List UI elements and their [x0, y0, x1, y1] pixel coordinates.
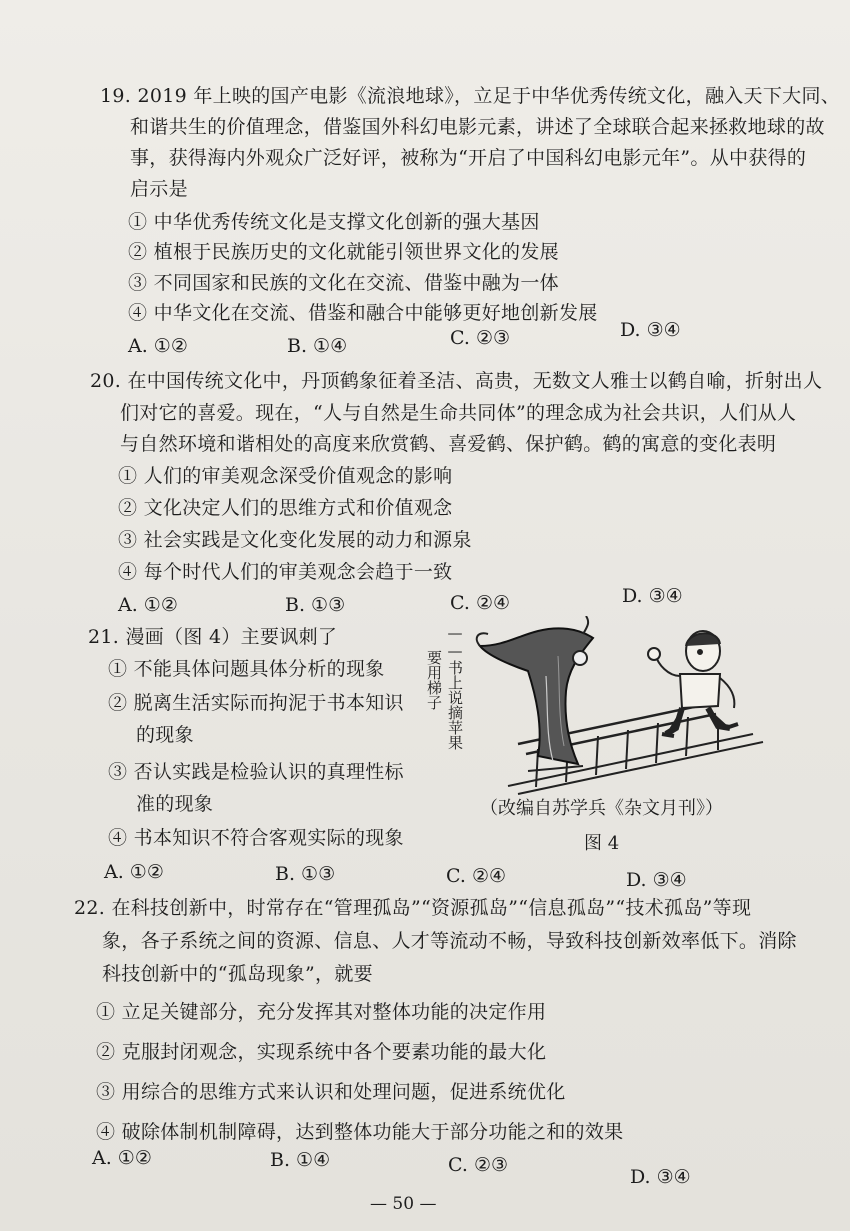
- q22-answer-a: A. ①②: [92, 1147, 152, 1169]
- cartoon-illustration: [418, 616, 768, 796]
- q21-option-3: ③ 否认实践是检验认识的真理性标: [108, 761, 404, 783]
- q19-option-2: ② 植根于民族历史的文化就能引领世界文化的发展: [128, 241, 559, 263]
- q21-option-3-cont: 准的现象: [136, 793, 214, 815]
- q19-stem-line: 事，获得海内外观众广泛好评，被称为“开启了中国科幻电影元年”。从中获得的: [130, 147, 807, 169]
- cartoon-caption: （改编自苏学兵《杂文月刊》）: [480, 798, 723, 819]
- q22-stem-line: 科技创新中的“孤岛现象”，就要: [102, 963, 373, 985]
- figure-label: 图 4: [584, 833, 620, 854]
- q22-stem-line: 22. 在科技创新中，时常存在“管理孤岛”“资源孤岛”“信息孤岛”“技术孤岛”等现: [74, 897, 752, 919]
- q22-option-4: ④ 破除体制机制障碍，达到整体功能大于部分功能之和的效果: [96, 1121, 624, 1143]
- q21-option-2: ② 脱离生活实际而拘泥于书本知识: [108, 692, 404, 714]
- q19-answer-d: D. ③④: [620, 319, 681, 341]
- q20-stem-line: 20. 在中国传统文化中，丹顶鹤象征着圣洁、高贵，无数文人雅士以鹤自喻，折射出人: [90, 370, 823, 392]
- q19-option-3: ③ 不同国家和民族的文化在交流、借鉴中融为一体: [128, 272, 559, 294]
- cartoon-text-col1: ——书上说摘苹果: [446, 624, 464, 750]
- q22-stem-line: 象，各子系统之间的资源、信息、人才等流动不畅，导致科技创新效率低下。消除: [102, 930, 797, 952]
- q20-answer-c: C. ②④: [450, 592, 511, 614]
- q21-answer-a: A. ①②: [104, 861, 164, 883]
- q20-stem-line: 与自然环境和谐相处的高度来欣赏鹤、喜爱鹤、保护鹤。鹤的寓意的变化表明: [120, 433, 777, 455]
- q21-answer-c: C. ②④: [446, 865, 507, 887]
- q22-option-3: ③ 用综合的思维方式来认识和处理问题，促进系统优化: [96, 1081, 566, 1103]
- q19-stem-line: 启示是: [130, 178, 188, 200]
- man-illustration: [648, 631, 738, 736]
- q20-option-2: ② 文化决定人们的思维方式和价值观念: [118, 497, 453, 519]
- q20-option-1: ① 人们的审美观念深受价值观念的影响: [118, 465, 453, 487]
- q20-answer-b: B. ①③: [285, 594, 346, 616]
- q19-stem-line: 19. 2019 年上映的国产电影《流浪地球》，立足于中华优秀传统文化，融入天下大同、: [100, 85, 841, 107]
- tree-illustration: [477, 616, 593, 771]
- q20-answer-d: D. ③④: [622, 585, 683, 607]
- q22-option-1: ① 立足关键部分，充分发挥其对整体功能的决定作用: [96, 1001, 547, 1023]
- q22-option-2: ② 克服封闭观念，实现系统中各个要素功能的最大化: [96, 1041, 547, 1063]
- q21-stem: 21. 漫画（图 4）主要讽刺了: [88, 626, 338, 648]
- q21-option-2-cont: 的现象: [136, 724, 194, 746]
- q21-answer-b: B. ①③: [275, 863, 336, 885]
- q20-answer-a: A. ①②: [118, 594, 178, 616]
- q21-option-4: ④ 书本知识不符合客观实际的现象: [108, 827, 404, 849]
- cartoon-text-col2: 要用梯子: [425, 650, 443, 710]
- q19-answer-c: C. ②③: [450, 327, 511, 349]
- q20-option-4: ④ 每个时代人们的审美观念会趋于一致: [118, 561, 453, 583]
- q22-answer-b: B. ①④: [270, 1149, 331, 1171]
- page-number: — 50 —: [370, 1194, 437, 1214]
- q22-answer-d: D. ③④: [630, 1166, 691, 1188]
- q19-answer-a: A. ①②: [128, 335, 188, 357]
- q21-answer-d: D. ③④: [626, 869, 687, 891]
- q19-option-1: ① 中华优秀传统文化是支撑文化创新的强大基因: [128, 211, 540, 233]
- q19-stem-line: 和谐共生的价值理念，借鉴国外科幻电影元素，讲述了全球联合起来拯救地球的故: [130, 116, 825, 138]
- q22-answer-c: C. ②③: [448, 1154, 509, 1176]
- q21-option-1: ① 不能具体问题具体分析的现象: [108, 658, 385, 680]
- q19-answer-b: B. ①④: [287, 335, 348, 357]
- q19-option-4: ④ 中华文化在交流、借鉴和融合中能够更好地创新发展: [128, 302, 598, 324]
- q20-stem-line: 们对它的喜爱。现在，“人与自然是生命共同体”的理念成为社会共识，人们从人: [120, 402, 797, 424]
- q20-option-3: ③ 社会实践是文化变化发展的动力和源泉: [118, 529, 472, 551]
